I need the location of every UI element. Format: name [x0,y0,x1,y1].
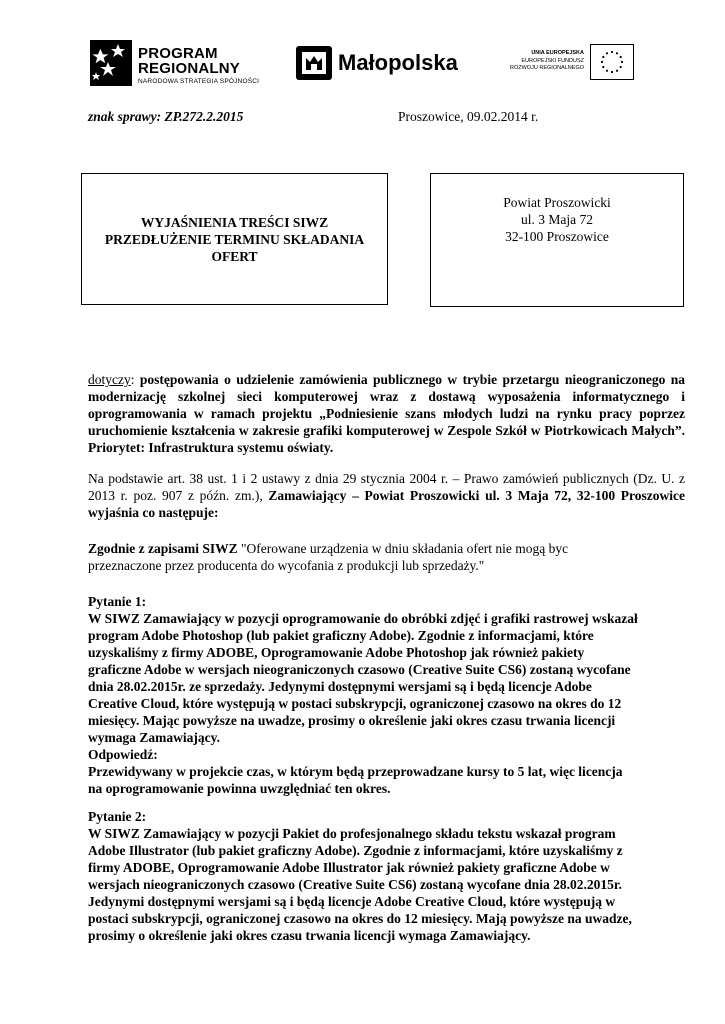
case-number: ZP.272.2.2015 [164,109,244,124]
title-line2: PRZEDŁUŻENIE TERMINU SKŁADANIA [104,232,365,247]
eu-text [488,50,584,73]
question-1-line: W SIWZ Zamawiający w pozycji oprogramowanie do obróbki zdjęć i grafiki rastrowej wskazał [88,611,638,626]
answer-1-line: Przewidywany w projekcie czas, w którym będą przeprowadzane kursy to 5 lat, więc licencja [88,764,623,779]
title-line1: WYJAŚNIENIA TREŚCI SIWZ [140,215,329,230]
regionalny-label: REGIONALNY [138,60,241,77]
question-1-line: wymaga Zamawiający. [88,730,220,745]
question-2-label: Pytanie 2: [88,809,147,824]
eu-line3: ROZWOJU REGIONALNEGO [510,65,584,71]
question-1 [88,593,685,797]
case-label: znak sprawy [88,109,157,124]
concerning-text: postępowania o udzielenie zamówienia publicznego w trybie przetargu nieograniczonego na modernizację szkolnej sieci komputerowej wraz z dostawą wyposażenia informatycznego i oprogramowania w ramach projektu „Podniesienie szans młodych ludzi na rynku pracy poprzez uruchomienie kształcenia w zakresie grafiki komputerowej w Zespole Szkół w Piotrkowicach Małych”. Priorytet: Infrastruktura systemu oświaty. [88,372,685,455]
answer-1-label: Odpowiedź: [88,747,158,762]
question-2-line: prosimy o określenie jaki okres czasu trwania licencji wymaga Zamawiający. [88,928,531,943]
question-1-line: graficzne Adobe w wersjach nieograniczonych czasowo (Creative Suite CS6) zostaną wycofane [88,662,631,677]
program-regionalny-emblem-icon [90,40,132,86]
siwz-note-line2: przeznaczone przez producenta do wycofania z produkcji lub sprzedaży." [88,558,485,573]
question-2-line: postaci subskrypcji, ograniczonej czasowo na okres do 12 miesięcy. Mają powyższe na uwadze, [88,911,632,926]
question-2-line: Jedynymi dostępnymi wersjami są i będą licencje Adobe Creative Cloud, które występują w [88,894,616,909]
address-line3: 32-100 Proszowice [505,229,609,244]
concerning-label: dotyczy [88,372,131,387]
question-1-line: program Adobe Photoshop (lub pakiet graficzny Adobe). Zgodnie z informacjami, które [88,628,594,643]
basis-plain: Na podstawie art. 38 ust. 1 i 2 ustawy z dnia 29 stycznia 2004 r. – Prawo zamówień publicznych (Dz. U. z 2013 r. poz. 907 z późn. zm.), [88,471,685,503]
program-regionalny-logo [90,40,265,90]
question-1-line: uzyskaliśmy z firmy ADOBE, Oprogramowanie Adobe Photoshop jak również pakiety [88,645,585,660]
address-box [430,173,684,307]
question-1-line: dnia 28.02.2015r. ze sprzedaży. Jedynymi dostępnymi wersjami są i będą licencje Adobe [88,679,592,694]
question-2-line: firmy ADOBE, Oprogramowanie Adobe Illustrator jak również pakiety graficzne Adobe w [88,860,610,875]
eu-line2: EUROPEJSKI FUNDUSZ [521,57,584,64]
question-1-label: Pytanie 1: [88,594,147,609]
logo-header [0,0,725,100]
malopolska-label: Małopolska [338,50,458,75]
siwz-note-line1 [88,540,685,557]
question-2-line: W SIWZ Zamawiający w pozycji Pakiet do profesjonalnego składu tekstu wskazał program [88,826,616,841]
document-title-box [81,173,388,305]
question-2-line: Adobe Illustrator (lub pakiet graficzny Adobe). Zgodnie z informacjami, które uzyskaliśmy z [88,843,623,858]
address-line2: ul. 3 Maja 72 [521,212,593,227]
address-line1: Powiat Proszowicki [503,195,611,210]
malopolska-crest-icon [296,46,332,80]
question-1-line: miesięcy. Mając powyższe na uwadze, prosimy o określenie jaki okres czasu trwania licencji [88,713,616,728]
concerning-paragraph: dotyczy: postępowania o udzielenie zamówienia publicznego w trybie przetargu nieograniczonego na modernizację szkolnej sieci komputerowej wraz z dostawą wyposażenia informatycznego i oprogramowania w ramach projektu „Podniesienie szans młodych ludzi na rynku pracy poprzez uruchomienie kształcenia w zakresie grafiki komputerowej w Zespole Szkół w Piotrkowicach Małych”. Priorytet: Infrastruktura systemu oświaty. [88,372,685,455]
program-label: PROGRAM [138,45,218,62]
siwz-note-text1: "Oferowane urządzenia w dniu składania ofert nie mogą byc [241,541,569,556]
basis-bold: Zamawiający – Powiat Proszowicki ul. 3 Maja 72, 32-100 Proszowice wyjaśnia co następuje: [88,488,685,520]
eu-logo [488,44,638,80]
eu-flag-icon [590,44,634,80]
place-date: Proszowice, 09.02.2014 r. [398,109,539,124]
siwz-note-bold: Zgodnie z zapisami SIWZ [88,541,238,556]
siwz-note [88,540,685,574]
question-1-line: Creative Cloud, które występują w postaci subskrypcji, ograniczonej czasowo na okres do 12 [88,696,622,711]
question-2-line: wersjach nieograniczonych czasowo (Creative Suite CS6) zostaną wycofane dnia 28.02.2015r. [88,877,622,892]
eu-line1: UNIA EUROPEJSKA [531,50,584,56]
title-line3: OFERT [211,249,258,264]
question-2 [88,808,685,944]
basis-paragraph [88,470,685,521]
answer-1-line: na oprogramowanie powinna uwzględniać ten okres. [88,781,391,796]
malopolska-logo [296,46,466,82]
case-reference: znak sprawy: ZP.272.2.2015 [88,109,244,124]
strategy-label: NARODOWA STRATEGIA SPÓJNOŚCI [138,78,260,85]
